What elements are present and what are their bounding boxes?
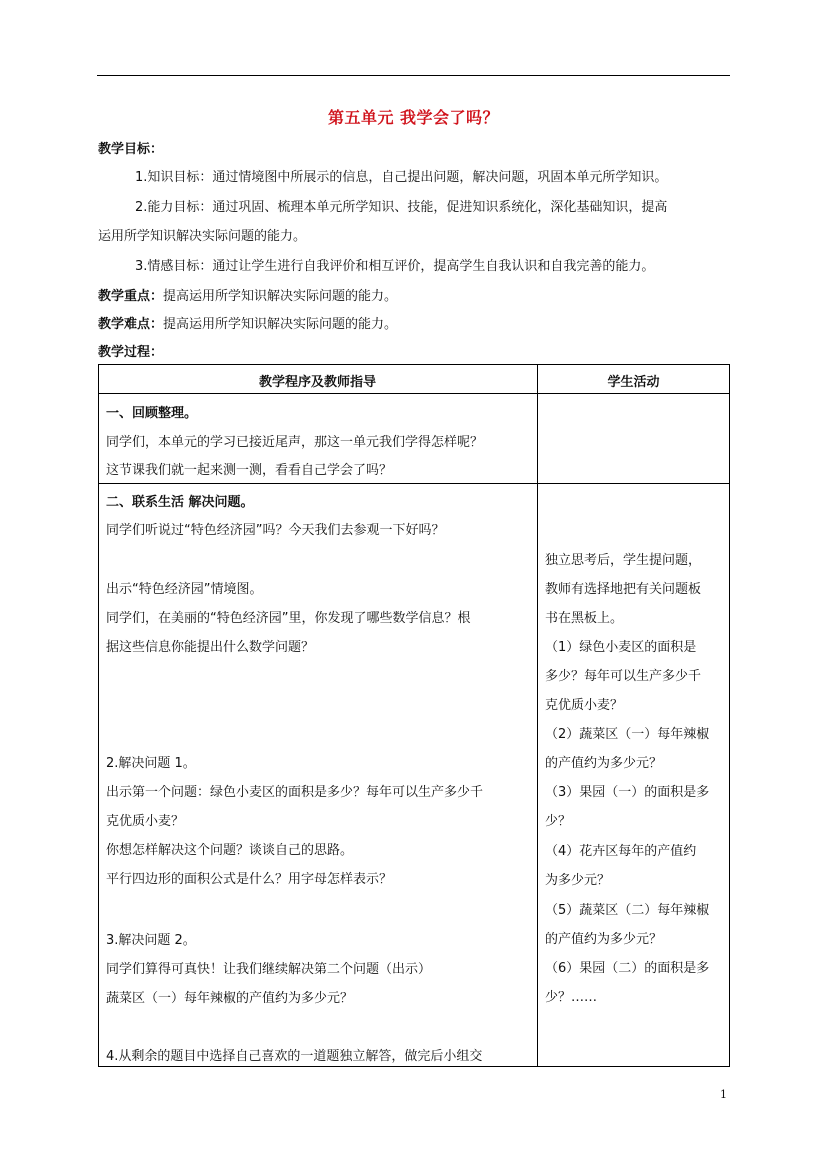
page-number: 1 (720, 1088, 727, 1101)
difficult-point-label: 教学难点： (98, 317, 164, 332)
student-line: 克优质小麦？ (545, 698, 624, 713)
section2-line: 平行四边形的面积公式是什么？用字母怎样表示？ (106, 872, 393, 887)
section1-title: 一、回顾整理。 (106, 406, 198, 421)
student-line: （4）花卉区每年的产值约 (545, 844, 697, 859)
objectives-heading: 教学目标： (98, 142, 164, 157)
section2-line: 同学们，在美丽的“特色经济园”里，你发现了哪些数学信息？根 (106, 611, 471, 626)
table-column-divider (537, 364, 538, 1067)
table-header-rule (98, 393, 730, 394)
student-line: （3）果园（一）的面积是多 (545, 785, 710, 800)
difficult-point-text: 提高运用所学知识解决实际问题的能力。 (163, 317, 398, 332)
section1-line: 这节课我们就一起来测一测，看看自己学会了吗？ (106, 463, 393, 478)
header-rule (97, 75, 730, 76)
section2-line: 克优质小麦？ (106, 814, 185, 829)
student-line: 书在黑板上。 (545, 611, 624, 626)
key-point (98, 285, 397, 304)
objective-ability: 2.能力目标：通过巩固、梳理本单元所学知识、技能，促进知识系统化，深化基础知识，提高 (135, 200, 668, 215)
section2-line: 4.从剩余的题目中选择自己喜欢的一道题独立解答，做完后小组交 (106, 1049, 483, 1064)
section2-line: 出示第一个问题：绿色小麦区的面积是多少？每年可以生产多少千 (106, 785, 484, 800)
key-point-label: 教学重点： (98, 289, 164, 304)
student-line: 为多少元？ (545, 873, 611, 888)
table-header-teacher: 教学程序及教师指导 (258, 375, 376, 390)
section2-line: 同学们算得可真快！让我们继续解决第二个问题（出示） (106, 962, 432, 977)
section2-line: 同学们听说过“特色经济园”吗？今天我们去参观一下好吗？ (106, 523, 445, 538)
student-line: （2）蔬菜区（一）每年辣椒 (545, 727, 710, 742)
objective-ability-cont: 运用所学知识解决实际问题的能力。 (98, 229, 307, 244)
student-line: （1）绿色小麦区的面积是 (545, 640, 697, 655)
section2-line: 2.解决问题 1。 (106, 756, 196, 771)
student-line: （5）蔬菜区（二）每年辣椒 (545, 903, 710, 918)
student-line: （6）果园（二）的面积是多 (545, 961, 710, 976)
section2-line: 据这些信息你能提出什么数学问题？ (106, 640, 315, 655)
student-line: 多少？每年可以生产多少千 (545, 669, 702, 684)
page-title: 第五单元 我学会了吗？ (327, 108, 500, 127)
student-line: 独立思考后，学生提问题， (545, 553, 702, 568)
section2-title: 二、联系生活 解决问题。 (106, 495, 254, 510)
objective-emotion: 3.情感目标：通过让学生进行自我评价和相互评价，提高学生自我认识和自我完善的能力。 (135, 259, 655, 274)
key-point-text: 提高运用所学知识解决实际问题的能力。 (163, 289, 398, 304)
process-heading: 教学过程： (98, 345, 164, 360)
table-header-student: 学生活动 (607, 375, 660, 390)
section2-line: 蔬菜区（一）每年辣椒的产值约为多少元？ (106, 991, 354, 1006)
section1-line: 同学们，本单元的学习已接近尾声，那这一单元我们学得怎样呢？ (106, 435, 484, 450)
student-line: 教师有选择地把有关问题板 (545, 582, 702, 597)
student-line: 的产值约为多少元？ (545, 756, 663, 771)
objective-knowledge: 1.知识目标：通过情境图中所展示的信息，自己提出问题，解决问题，巩固本单元所学知识。 (135, 170, 668, 185)
student-line: 的产值约为多少元？ (545, 932, 663, 947)
student-line: 少？…… (545, 990, 598, 1005)
section2-line: 你想怎样解决这个问题？谈谈自己的思路。 (106, 843, 354, 858)
table-row-rule (98, 483, 730, 484)
student-line: 少？ (545, 814, 572, 829)
section2-line: 3.解决问题 2。 (106, 933, 196, 948)
section2-line: 出示“特色经济园”情境图。 (106, 582, 263, 597)
difficult-point (98, 313, 397, 332)
